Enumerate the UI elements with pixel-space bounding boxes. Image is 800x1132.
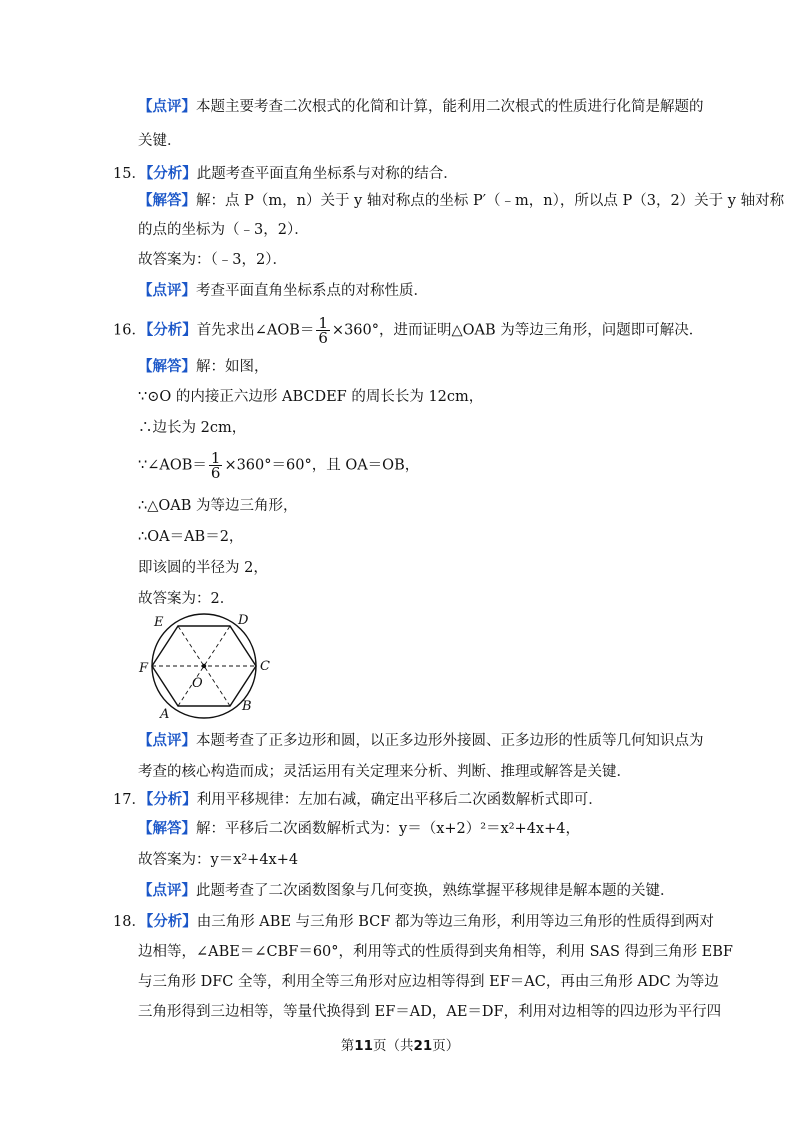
answer-tag: 【解答】 (138, 193, 196, 209)
center-point (202, 664, 206, 668)
q17-review-line: 【点评】此题考查了二次函数图象与几何变换，熟练掌握平移规律是解本题的关键． (138, 883, 675, 899)
q15-final-answer: 故答案为：（﹣3，2）． (138, 252, 287, 268)
q18-analysis-line-4: 三角形得到三边相等，等量代换得到 EF＝AD，AE＝DF，利用对边相等的四边形为平行四 (138, 1004, 722, 1020)
q15-analysis-line: 15．【分析】此题考查平面直角坐标系与对称的结合． (113, 166, 458, 182)
q15-answer-line-2: 的点的坐标为（﹣3，2）． (138, 222, 309, 238)
fraction-one-sixth: $\frac{1}{6}$ (210, 449, 221, 482)
analysis-tag: 【分析】 (145, 166, 197, 182)
page-number: 11 (354, 1038, 373, 1054)
q14-review-line-1: 【点评】本题主要考查二次根式的化简和计算，能利用二次根式的性质进行化简是解题的 (138, 99, 704, 115)
question-number: 15． (113, 166, 146, 182)
label-A: A (160, 707, 170, 720)
q16-answer-line-2: ∵⊙O 的内接正六边形 ABCDEF 的周长长为 12cm， (138, 389, 484, 405)
q16-answer-line-3: ∴边长为 2cm， (138, 420, 247, 436)
q16-answer-line-5: ∴△OAB 为等边三角形， (138, 498, 298, 514)
label-C: C (260, 659, 270, 674)
label-B: B (242, 699, 252, 714)
review-tag: 【点评】 (138, 733, 196, 749)
q16-answer-line-4: ∵∠AOB＝ $\frac{1}{6}$ ×360°＝60°，且 OA＝OB， (138, 449, 420, 482)
q16-analysis-line: 16．【分析】首先求出∠AOB＝ $\frac{1}{6}$ ×360°，进而证明△OAB 为等边三角形，问题即可解决． (113, 314, 704, 347)
label-O: O (192, 676, 203, 691)
q17-answer-line: 【解答】解：平移后二次函数解析式为：y＝（x+2）²＝x²+4x+4， (138, 821, 580, 837)
review-tag: 【点评】 (138, 883, 196, 899)
analysis-tag: 【分析】 (145, 914, 197, 930)
q16-final-answer: 故答案为：2． (138, 591, 235, 607)
q17-final-answer: 故答案为：y＝x²+4x+4 (138, 852, 299, 868)
page-footer: 第11页（共21页） (340, 1038, 460, 1054)
answer-tag: 【解答】 (138, 821, 196, 837)
label-F: F (139, 661, 149, 676)
q15-answer-line-1: 【解答】解：点 P（m，n）关于 y 轴对称点的坐标 P′（﹣m，n），所以点 P（3，2）关于 y 轴对称 (138, 193, 785, 209)
page-total: 21 (413, 1038, 433, 1054)
analysis-tag: 【分析】 (145, 322, 197, 339)
question-number: 17． (113, 792, 146, 808)
q18-analysis-line-3: 与三角形 DFC 全等，利用全等三角形对应边相等得到 EF＝AC，再由三角形 ADC 为等边 (138, 974, 719, 990)
question-number: 18． (113, 914, 146, 930)
hexagon-in-circle-figure (138, 610, 278, 720)
analysis-tag: 【分析】 (145, 792, 197, 808)
q16-review-line-1: 【点评】本题考查了正多边形和圆，以正多边形外接圆、正多边形的性质等几何知识点为 (138, 733, 704, 749)
q16-review-line-2: 考查的核心构造而成；灵活运用有关定理来分析、判断、推理或解答是关键． (138, 764, 631, 780)
label-E: E (154, 615, 164, 630)
review-tag: 【点评】 (138, 99, 196, 115)
q16-answer-line-1: 【解答】解：如图， (138, 359, 269, 375)
review-tag: 【点评】 (138, 283, 196, 299)
q16-answer-line-6: ∴OA＝AB＝2， (138, 529, 244, 545)
label-D: D (238, 613, 249, 628)
fraction-one-sixth: $\frac{1}{6}$ (318, 314, 328, 347)
q18-analysis-line-1: 18．【分析】由三角形 ABE 与三角形 BCF 都为等边三角形，利用等边三角形的性质得到两对 (113, 914, 714, 930)
q15-review-line: 【点评】考查平面直角坐标系点的对称性质． (138, 283, 428, 299)
q14-review-line-2: 关键． (138, 133, 182, 149)
q18-analysis-line-2: 边相等，∠ABE＝∠CBF＝60°，利用等式的性质得到夹角相等，利用 SAS 得到三角形 EBF (138, 944, 733, 960)
question-number: 16． (113, 322, 146, 339)
q16-answer-line-7: 即该圆的半径为 2， (138, 560, 268, 576)
answer-tag: 【解答】 (138, 359, 196, 375)
q17-analysis-line: 17．【分析】利用平移规律：左加右减，确定出平移后二次函数解析式即可． (113, 792, 603, 808)
